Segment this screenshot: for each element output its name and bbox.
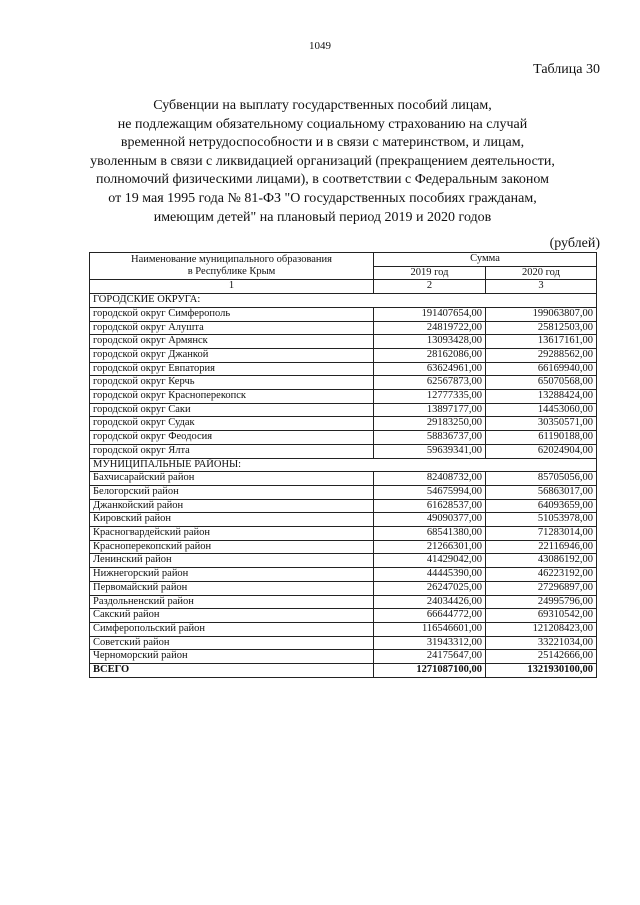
municipality-name-cell: городской округ Феодосия bbox=[90, 431, 374, 445]
table-row bbox=[90, 636, 597, 650]
table-row bbox=[90, 650, 597, 664]
table-row bbox=[90, 431, 597, 445]
amount-2019-cell: 24034426,00 bbox=[374, 595, 486, 609]
units-label: (рублей) bbox=[549, 236, 600, 251]
amount-2019-cell: 24819722,00 bbox=[374, 321, 486, 335]
amount-2019-cell: 26247025,00 bbox=[374, 581, 486, 595]
title-line: от 19 мая 1995 года № 81-ФЗ "О государственных пособиях гражданам, bbox=[108, 190, 537, 206]
amount-2019-cell: 24175647,00 bbox=[374, 650, 486, 664]
table-row bbox=[90, 444, 597, 458]
title-line: не подлежащим обязательному социальному страхованию на случай bbox=[117, 116, 528, 132]
amount-2020-cell: 65070568,00 bbox=[486, 376, 597, 390]
amount-2020-cell: 30350571,00 bbox=[486, 417, 597, 431]
amount-2019-cell: 41429042,00 bbox=[374, 554, 486, 568]
table-row bbox=[90, 595, 597, 609]
amount-2020-cell: 56863017,00 bbox=[486, 485, 597, 499]
table-row bbox=[90, 390, 597, 404]
amount-2019-cell: 28162086,00 bbox=[374, 348, 486, 362]
document-title bbox=[60, 97, 585, 227]
municipality-name-cell: городской округ Евпатория bbox=[90, 362, 374, 376]
table-row bbox=[90, 540, 597, 554]
amount-2020-cell: 62024904,00 bbox=[486, 444, 597, 458]
amount-2019-cell: 13897177,00 bbox=[374, 403, 486, 417]
amount-2020-cell: 13288424,00 bbox=[486, 390, 597, 404]
page-number: 1049 bbox=[309, 40, 331, 52]
column-number-1: 1 bbox=[90, 280, 374, 294]
header-name-cell bbox=[90, 253, 374, 280]
section-row-districts bbox=[90, 458, 597, 472]
amount-2019-cell: 54675994,00 bbox=[374, 485, 486, 499]
column-number-row bbox=[90, 280, 597, 294]
amount-2019-cell: 49090377,00 bbox=[374, 513, 486, 527]
amount-2020-cell: 51053978,00 bbox=[486, 513, 597, 527]
table-row bbox=[90, 307, 597, 321]
table-row bbox=[90, 622, 597, 636]
amount-2020-cell: 66169940,00 bbox=[486, 362, 597, 376]
amount-2020-cell: 199063807,00 bbox=[486, 307, 597, 321]
amount-2020-cell: 27296897,00 bbox=[486, 581, 597, 595]
section-title-cities: ГОРОДСКИЕ ОКРУГА: bbox=[90, 294, 597, 308]
table-row bbox=[90, 609, 597, 623]
header-row bbox=[90, 253, 597, 267]
amount-2020-cell: 69310542,00 bbox=[486, 609, 597, 623]
amount-2020-cell: 61190188,00 bbox=[486, 431, 597, 445]
amount-2019-cell: 12777335,00 bbox=[374, 390, 486, 404]
table-row bbox=[90, 417, 597, 431]
table-row bbox=[90, 568, 597, 582]
table-row bbox=[90, 403, 597, 417]
municipality-name-cell: городской округ Армянск bbox=[90, 335, 374, 349]
municipality-name-cell: городской округ Красноперекопск bbox=[90, 390, 374, 404]
amount-2020-cell: 22116946,00 bbox=[486, 540, 597, 554]
municipality-name-cell: Нижнегорский район bbox=[90, 568, 374, 582]
amount-2019-cell: 62567873,00 bbox=[374, 376, 486, 390]
column-number-2: 2 bbox=[374, 280, 486, 294]
section-title-districts: МУНИЦИПАЛЬНЫЕ РАЙОНЫ: bbox=[90, 458, 597, 472]
amount-2020-cell: 13617161,00 bbox=[486, 335, 597, 349]
amount-2020-cell: 85705056,00 bbox=[486, 472, 597, 486]
table-body bbox=[90, 253, 597, 678]
amount-2019-cell: 21266301,00 bbox=[374, 540, 486, 554]
amount-2019-cell: 29183250,00 bbox=[374, 417, 486, 431]
amount-2019-cell: 1271087100,00 bbox=[374, 664, 486, 678]
amount-2020-cell: 25812503,00 bbox=[486, 321, 597, 335]
amount-2019-cell: 68541380,00 bbox=[374, 527, 486, 541]
municipality-name-cell: Черноморский район bbox=[90, 650, 374, 664]
header-name-line2: в Республике Крым bbox=[187, 266, 276, 278]
table-row bbox=[90, 554, 597, 568]
municipality-name-cell: Ленинский район bbox=[90, 554, 374, 568]
amount-2019-cell: 13093428,00 bbox=[374, 335, 486, 349]
municipality-name-cell: городской округ Керчь bbox=[90, 376, 374, 390]
municipality-name-cell: городской округ Симферополь bbox=[90, 307, 374, 321]
municipality-name-cell: Бахчисарайский район bbox=[90, 472, 374, 486]
municipality-name-cell: городской округ Алушта bbox=[90, 321, 374, 335]
amount-2019-cell: 66644772,00 bbox=[374, 609, 486, 623]
amount-2019-cell: 82408732,00 bbox=[374, 472, 486, 486]
table-row bbox=[90, 499, 597, 513]
section-row-cities bbox=[90, 294, 597, 308]
amount-2020-cell: 29288562,00 bbox=[486, 348, 597, 362]
table-row bbox=[90, 485, 597, 499]
municipality-name-cell: Кировский район bbox=[90, 513, 374, 527]
table-row bbox=[90, 376, 597, 390]
title-line: полномочий физическими лицами), в соответствии с Федеральным законом bbox=[95, 172, 550, 188]
table-row bbox=[90, 581, 597, 595]
amount-2020-cell: 71283014,00 bbox=[486, 527, 597, 541]
table-row bbox=[90, 472, 597, 486]
amount-2019-cell: 59639341,00 bbox=[374, 444, 486, 458]
amount-2019-cell: 31943312,00 bbox=[374, 636, 486, 650]
amount-2019-cell: 58836737,00 bbox=[374, 431, 486, 445]
municipality-name-cell: Советский район bbox=[90, 636, 374, 650]
amount-2020-cell: 121208423,00 bbox=[486, 622, 597, 636]
header-year-2020: 2020 год bbox=[486, 266, 597, 280]
table-label: Таблица 30 bbox=[533, 62, 600, 77]
amount-2019-cell: 63624961,00 bbox=[374, 362, 486, 376]
municipality-name-cell: Первомайский район bbox=[90, 581, 374, 595]
table-row bbox=[90, 348, 597, 362]
table-row bbox=[90, 513, 597, 527]
amount-2019-cell: 61628537,00 bbox=[374, 499, 486, 513]
title-line: имеющим детей" на плановый период 2019 и 2020 годов bbox=[153, 209, 492, 225]
municipality-name-cell: Красногвардейский район bbox=[90, 527, 374, 541]
amount-2020-cell: 14453060,00 bbox=[486, 403, 597, 417]
amount-2020-cell: 43086192,00 bbox=[486, 554, 597, 568]
table-row bbox=[90, 362, 597, 376]
municipality-name-cell: Раздольненский район bbox=[90, 595, 374, 609]
amount-2020-cell: 24995796,00 bbox=[486, 595, 597, 609]
municipality-name-cell: Белогорский район bbox=[90, 485, 374, 499]
header-sum-cell: Сумма bbox=[374, 253, 597, 267]
table-row bbox=[90, 321, 597, 335]
municipality-name-cell: городской округ Судак bbox=[90, 417, 374, 431]
subsidy-table bbox=[89, 252, 597, 678]
municipality-name-cell: Джанкойский район bbox=[90, 499, 374, 513]
header-year-2019: 2019 год bbox=[374, 266, 486, 280]
amount-2020-cell: 64093659,00 bbox=[486, 499, 597, 513]
amount-2020-cell: 33221034,00 bbox=[486, 636, 597, 650]
municipality-name-cell: Сакский район bbox=[90, 609, 374, 623]
table-row bbox=[90, 335, 597, 349]
title-line: временной нетрудоспособности и в связи с материнством, и лицам, bbox=[120, 135, 525, 151]
municipality-name-cell: городской округ Ялта bbox=[90, 444, 374, 458]
title-line: Субвенции на выплату государственных пособий лицам, bbox=[153, 98, 492, 113]
column-number-3: 3 bbox=[486, 280, 597, 294]
municipality-name-cell: Симферопольский район bbox=[90, 622, 374, 636]
municipality-name-cell: Красноперекопский район bbox=[90, 540, 374, 554]
amount-2020-cell: 25142666,00 bbox=[486, 650, 597, 664]
title-line: уволенным в связи с ликвидацией организаций (прекращением деятельности, bbox=[90, 153, 555, 169]
table-row bbox=[90, 527, 597, 541]
amount-2019-cell: 44445390,00 bbox=[374, 568, 486, 582]
municipality-name-cell: ВСЕГО bbox=[90, 664, 374, 678]
amount-2019-cell: 191407654,00 bbox=[374, 307, 486, 321]
amount-2019-cell: 116546601,00 bbox=[374, 622, 486, 636]
amount-2020-cell: 46223192,00 bbox=[486, 568, 597, 582]
header-name-line1: Наименование муниципального образования bbox=[131, 254, 332, 266]
total-row bbox=[90, 664, 597, 678]
municipality-name-cell: городской округ Саки bbox=[90, 403, 374, 417]
municipality-name-cell: городской округ Джанкой bbox=[90, 348, 374, 362]
amount-2020-cell: 1321930100,00 bbox=[486, 664, 597, 678]
